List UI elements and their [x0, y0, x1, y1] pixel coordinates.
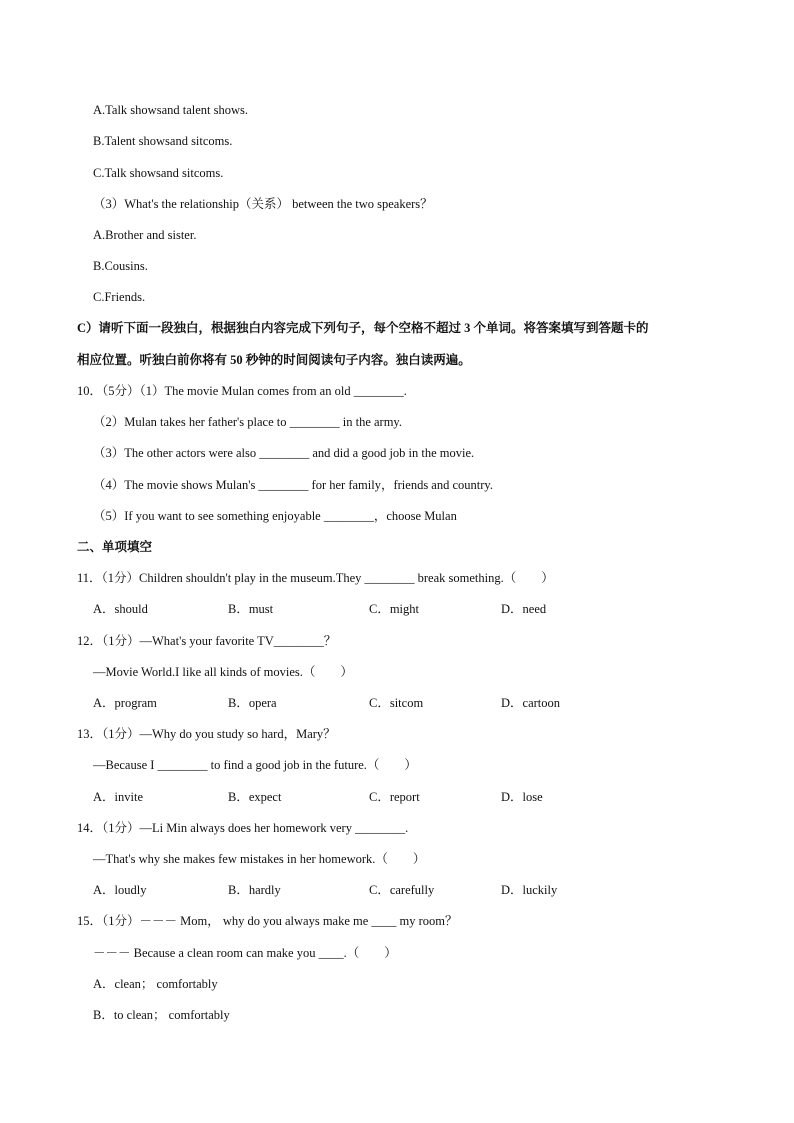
- q14-option-a: A．loudly: [93, 883, 147, 897]
- q14-stem: 14．（1分）—Li Min always does her homework very ________.: [77, 821, 409, 835]
- q9-sub3-option-a: A.Brother and sister.: [93, 228, 197, 242]
- q12-options: [93, 695, 733, 711]
- q12-option-c: C．sitcom: [369, 696, 424, 710]
- q11-stem: 11．（1分）Children shouldn't play in the museum.They ________ break something.（ ）: [77, 571, 554, 585]
- q13-option-a: A．invite: [93, 790, 143, 804]
- q10-sentence-4: （4）The movie shows Mulan's ________ for her family，friends and country.: [93, 478, 493, 492]
- q9-option-c: C.Talk showsand sitcoms.: [93, 166, 224, 180]
- q15-line2: －－－ Because a clean room can make you ____.（ ）: [93, 946, 397, 960]
- q13-stem: 13．（1分）—Why do you study so hard，Mary？: [77, 727, 336, 741]
- q15-stem: 15．（1分）－－－ Mom， why do you always make me ____ my room？: [77, 914, 458, 928]
- q12-option-a: A．program: [93, 696, 157, 710]
- q14-options: [93, 882, 733, 898]
- q13-option-b: B．expect: [228, 790, 282, 804]
- q11-options: [93, 601, 733, 617]
- q11-option-a: A．should: [93, 602, 148, 616]
- q11-option-c: C．might: [369, 602, 420, 616]
- q9-sub3-option-c: C.Friends.: [93, 290, 146, 304]
- q9-sub3-option-b: B.Cousins.: [93, 259, 148, 273]
- q12-option-d: D．cartoon: [501, 696, 561, 710]
- q14-option-b: B．hardly: [228, 883, 281, 897]
- part2-heading: 二、单项填空: [77, 540, 153, 554]
- q15-option-a: A．clean； comfortably: [93, 977, 218, 991]
- q10-sentence-3: （3）The other actors were also ________ and did a good job in the movie.: [93, 446, 475, 460]
- q13-options: [93, 789, 733, 805]
- q9-sub3-question: （3）What's the relationship（关系） between the two speakers？: [93, 197, 433, 211]
- q13-option-d: D．lose: [501, 790, 543, 804]
- q9-option-b: B.Talent showsand sitcoms.: [93, 134, 233, 148]
- q12-line2: —Movie World.I like all kinds of movies.（ ）: [93, 665, 353, 679]
- q11-option-b: B．must: [228, 602, 274, 616]
- q10-sentence-2: （2）Mulan takes her father's place to ________ in the army.: [93, 415, 402, 429]
- q12-stem: 12．（1分）—What's your favorite TV________？: [77, 634, 337, 648]
- section-c-instruction-line2: 相应位置。听独白前你将有 50 秒钟的时间阅读句子内容。独白读两遍。: [77, 353, 471, 367]
- q14-option-c: C．carefully: [369, 883, 435, 897]
- q13-line2: —Because I ________ to find a good job in the future.（ ）: [93, 758, 417, 772]
- q11-option-d: D．need: [501, 602, 547, 616]
- q15-option-b: B．to clean； comfortably: [93, 1008, 230, 1022]
- q10-sentence-5: （5）If you want to see something enjoyable ________，choose Mulan: [93, 509, 457, 523]
- q9-option-a: A.Talk showsand talent shows.: [93, 103, 249, 117]
- q13-option-c: C．report: [369, 790, 420, 804]
- section-c-instruction-line1: C）请听下面一段独白，根据独白内容完成下列句子，每个空格不超过 3 个单词。将答案填写到答题卡的: [77, 321, 649, 335]
- q12-option-b: B．opera: [228, 696, 277, 710]
- q14-line2: —That's why she makes few mistakes in her homework.（ ）: [93, 852, 426, 866]
- q10-sentence-1: 10．（5分）（1）The movie Mulan comes from an old ________.: [77, 384, 407, 398]
- q14-option-d: D．luckily: [501, 883, 558, 897]
